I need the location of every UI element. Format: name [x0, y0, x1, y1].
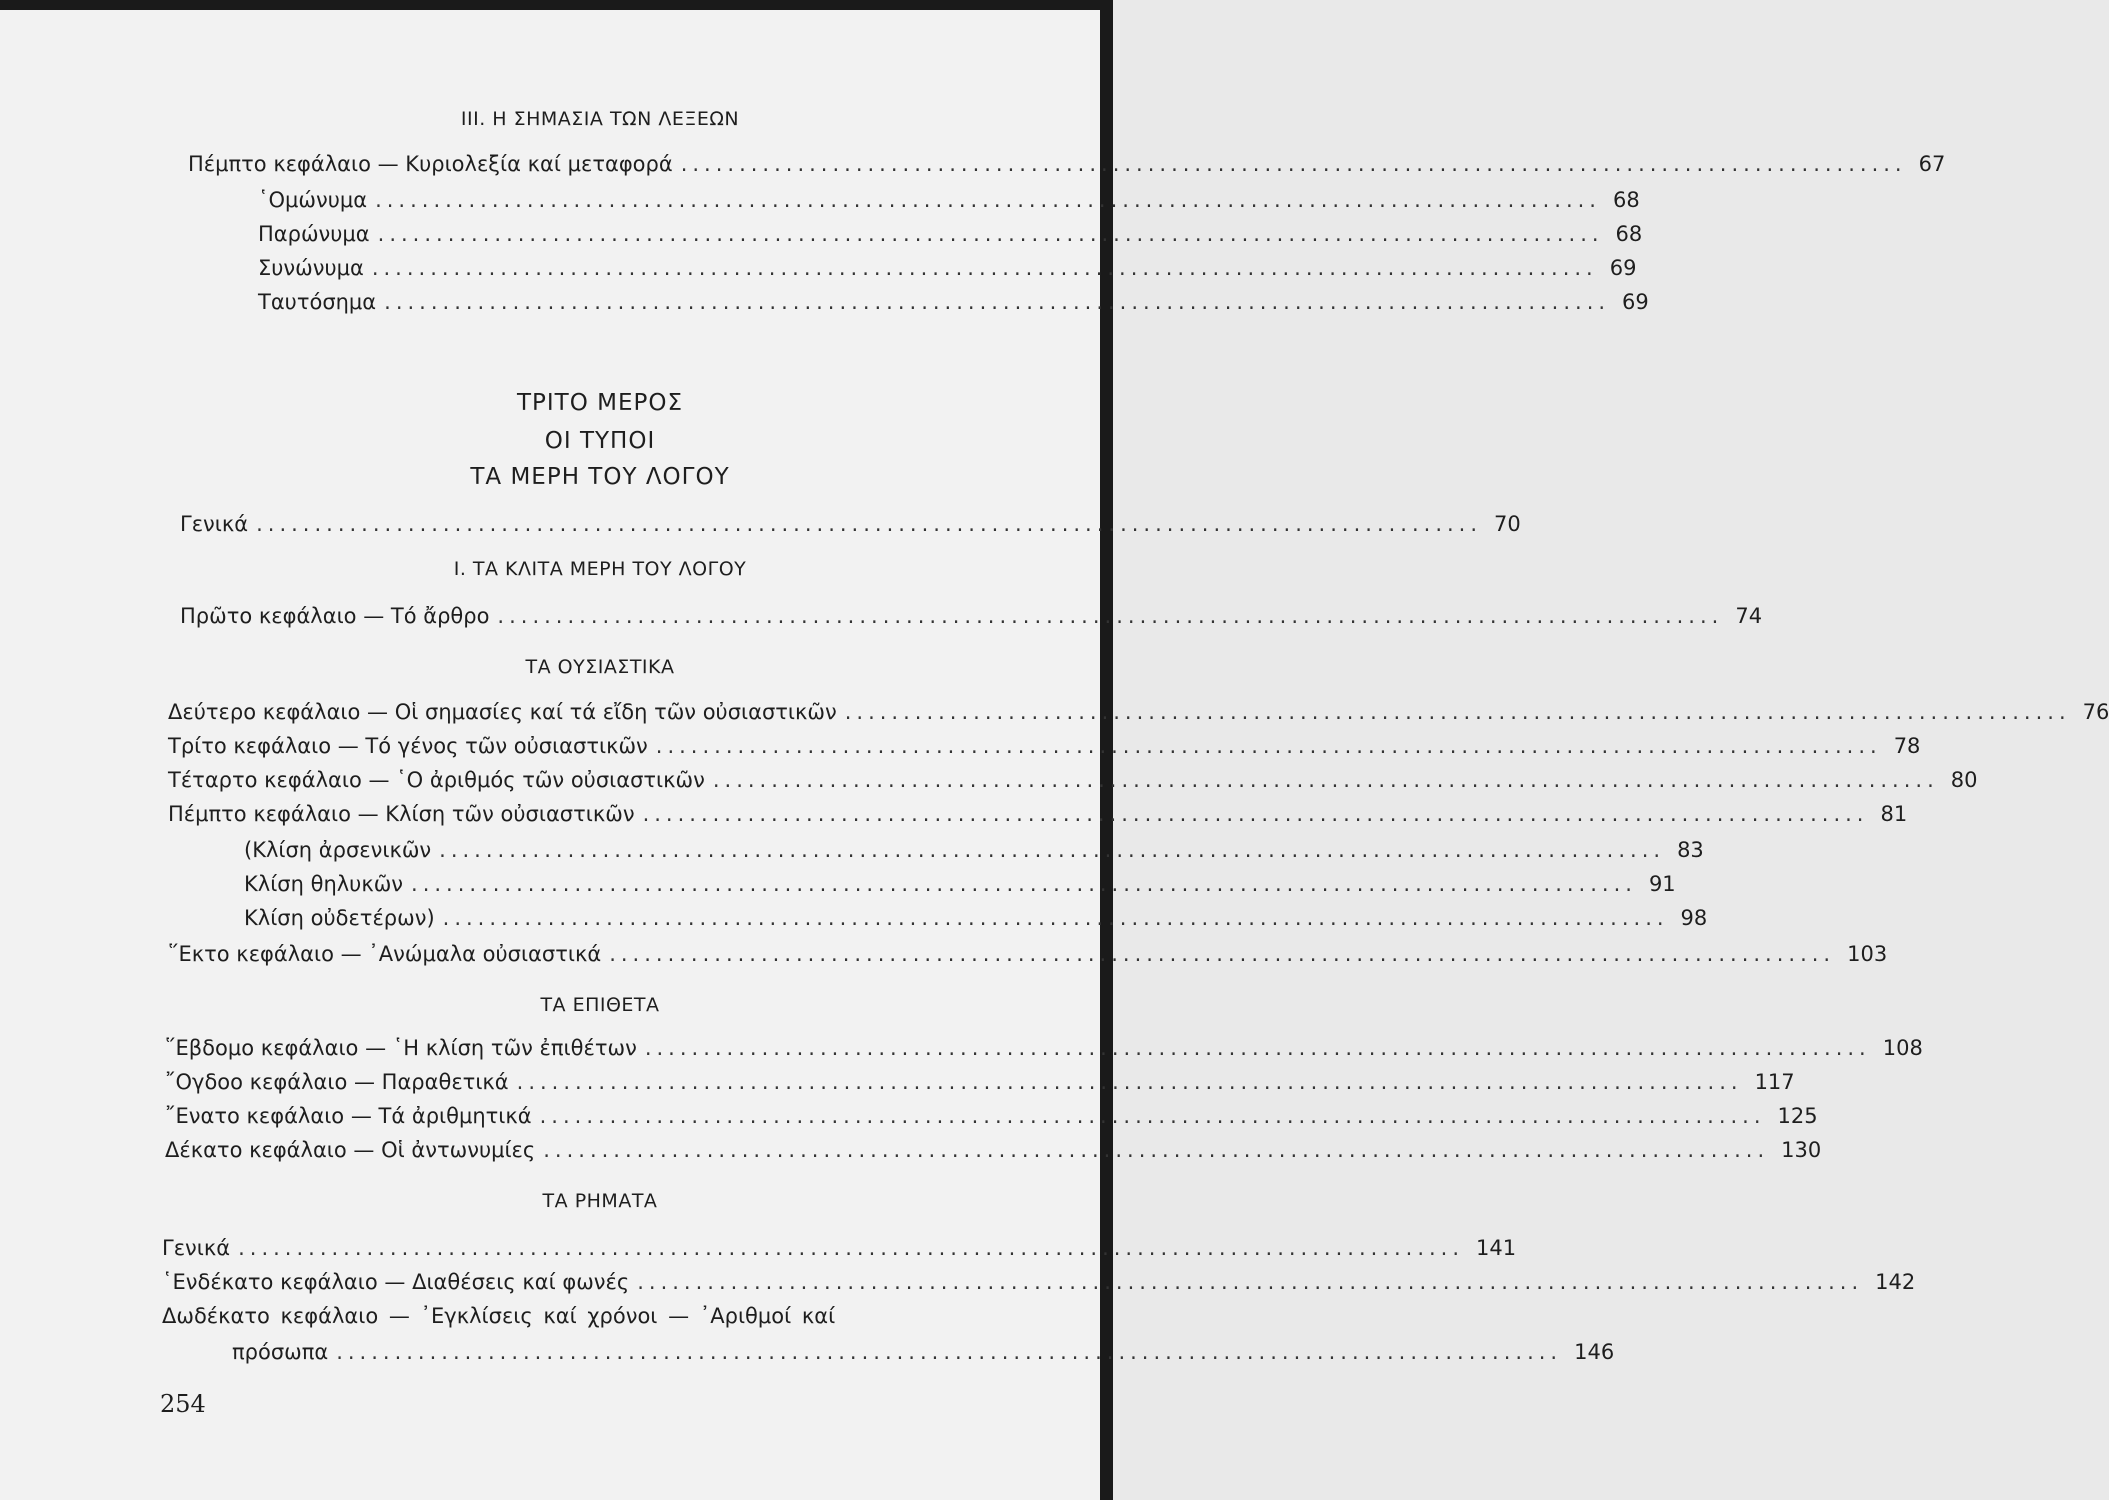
leader-dots: ......................................................................................................... [539, 1104, 1766, 1128]
toc-entry-page: 108 [1882, 1036, 1923, 1060]
toc-entry-label: ῎Ενατο κεφάλαιο — Τά ἀριθμητικά [165, 1104, 532, 1128]
toc-entry-label: Πρῶτο κεφάλαιο — Τό ἄρθρο [180, 604, 490, 628]
leader-dots: ......................................................................................................... [543, 1138, 1770, 1162]
toc-entry[interactable] [188, 152, 1946, 176]
leader-dots: ......................................................................................................... [238, 1236, 1465, 1260]
toc-entry-label[interactable]: Δωδέκατο κεφάλαιο — ᾽Εγκλίσεις καί χρόνοι — ᾽Αριθμοί καί [162, 1304, 836, 1328]
toc-entry-label: ῞Εκτο κεφάλαιο — ᾽Ανώμαλα οὐσιαστικά [168, 942, 602, 966]
part-subtitle: ΤΑ ΜΕΡΗ ΤΟΥ ΛΟΓΟΥ [470, 464, 730, 490]
toc-entry-label: πρόσωπα [232, 1340, 329, 1364]
toc-entry[interactable] [168, 942, 1888, 966]
verbs-heading: ΤΑ ΡΗΜΑΤΑ [542, 1190, 658, 1212]
toc-entry-label: Δεύτερο κεφάλαιο — Οἱ σημασίες καί τά εἴδη τῶν οὐσιαστικῶν [168, 700, 837, 724]
leader-dots: ......................................................................................................... [712, 768, 1939, 792]
toc-entry-page: 125 [1777, 1104, 1818, 1128]
toc-entry-page: 67 [1918, 152, 1946, 176]
leader-dots: ......................................................................................................... [609, 942, 1836, 966]
toc-entry-page: 68 [1612, 188, 1640, 212]
toc-entry-page: 69 [1622, 290, 1649, 314]
toc-entry[interactable] [258, 188, 1640, 212]
toc-entry-page: 81 [1880, 802, 1908, 826]
toc-entry[interactable] [168, 802, 1908, 826]
toc-entry[interactable] [168, 768, 1978, 792]
section-iii-heading: III. Η ΣΗΜΑΣΙΑ ΤΩΝ ΛΕΞΕΩΝ [460, 108, 740, 130]
leader-dots: ......................................................................................................... [655, 734, 1882, 758]
toc-entry-label: Δέκατο κεφάλαιο — Οἱ ἀντωνυμίες [165, 1138, 536, 1162]
section-i-heading: I. ΤΑ ΚΛΙΤΑ ΜΕΡΗ ΤΟΥ ΛΟΓΟΥ [453, 558, 747, 580]
toc-entry-label: ῾Ενδέκατο κεφάλαιο — Διαθέσεις καί φωνές [162, 1270, 630, 1294]
toc-entry-page: 142 [1875, 1270, 1916, 1294]
toc-entry[interactable] [165, 1070, 1795, 1094]
toc-entry-label: Πέμπτο κεφάλαιο — Κλίση τῶν οὐσιαστικῶν [168, 802, 635, 826]
leader-dots: ......................................................................................................... [384, 290, 1611, 314]
toc-entry-page: 146 [1574, 1340, 1615, 1364]
toc-entry[interactable] [244, 872, 1676, 896]
toc-entry-label: Ταυτόσημα [258, 290, 377, 314]
toc-entry[interactable] [165, 1104, 1818, 1128]
leader-dots: ......................................................................................................... [411, 872, 1637, 896]
toc-entry-page: 117 [1754, 1070, 1795, 1094]
leader-dots: ......................................................................................................... [644, 1036, 1871, 1060]
toc-entry-page: 76 [2082, 700, 2109, 724]
toc-entry-label: Κλίση θηλυκῶν [244, 872, 404, 896]
adjectives-heading: ΤΑ ΕΠΙΘΕΤΑ [540, 994, 660, 1016]
leader-dots: ......................................................................................................... [680, 152, 1907, 176]
nouns-heading: ΤΑ ΟΥΣΙΑΣΤΙΚΑ [525, 656, 675, 678]
toc-entry-page: 98 [1680, 906, 1708, 930]
toc-entry[interactable] [168, 700, 2109, 724]
toc-entry-label: Γενικά [162, 1236, 231, 1260]
leader-dots: ......................................................................................................... [371, 256, 1598, 280]
toc-entry[interactable] [244, 838, 1704, 862]
toc-entry[interactable] [162, 1236, 1517, 1260]
leader-dots: ......................................................................................................... [442, 906, 1669, 930]
toc-entry-label: Κλίση οὐδετέρων) [244, 906, 435, 930]
toc-entry[interactable] [162, 1270, 1916, 1294]
toc-entry-label: Συνώνυμα [258, 256, 364, 280]
page-number: 254 [160, 1390, 206, 1418]
toc-entry[interactable] [258, 256, 1637, 280]
toc-entry[interactable] [258, 290, 1649, 314]
toc-entry-page: 69 [1609, 256, 1637, 280]
part-title: ΤΡΙΤΟ ΜΕΡΟΣ [516, 390, 684, 416]
part-subtitle: ΟΙ ΤΥΠΟΙ [544, 428, 656, 454]
toc-entry[interactable] [165, 1138, 1822, 1162]
leader-dots: ......................................................................................................... [844, 700, 2071, 724]
toc-entry-label: Τρίτο κεφάλαιο — Τό γένος τῶν οὐσιαστικῶν [168, 734, 648, 758]
toc-entry-page: 68 [1615, 222, 1643, 246]
toc-entry-label: ῾Ομώνυμα [258, 188, 368, 212]
toc-entry-label: Τέταρτο κεφάλαιο — ῾Ο ἀριθμός τῶν οὐσιαστικῶν [168, 768, 705, 792]
leader-dots: ......................................................................................................... [497, 604, 1724, 628]
toc-entry-page: 80 [1950, 768, 1978, 792]
toc-entry[interactable] [244, 906, 1708, 930]
leader-dots: ......................................................................................................... [637, 1270, 1864, 1294]
toc-entry-page: 83 [1677, 838, 1704, 862]
leader-dots: ......................................................................................................... [375, 188, 1601, 212]
toc-entry[interactable] [232, 1340, 1615, 1364]
toc-entry-label: Πέμπτο κεφάλαιο — Κυριολεξία καί μεταφορά [188, 152, 673, 176]
leader-dots: ......................................................................................................... [256, 512, 1483, 536]
leader-dots: ......................................................................................................... [377, 222, 1604, 246]
toc-entry-label: Γενικά [180, 512, 249, 536]
toc-entry-page: 103 [1847, 942, 1888, 966]
toc-entry-page: 91 [1648, 872, 1676, 896]
scan-top-border [0, 0, 1113, 10]
toc-entry-page: 74 [1735, 604, 1763, 628]
toc-entry-page: 78 [1893, 734, 1921, 758]
toc-entry[interactable] [168, 734, 1921, 758]
leader-dots: ......................................................................................................... [336, 1340, 1563, 1364]
toc-entry-label: ῎Ογδοο κεφάλαιο — Παραθετικά [165, 1070, 509, 1094]
toc-entry[interactable] [180, 512, 1521, 536]
toc-entry-page: 141 [1476, 1236, 1517, 1260]
leader-dots: ......................................................................................................... [516, 1070, 1743, 1094]
toc-entry[interactable] [180, 604, 1763, 628]
toc-entry-page: 130 [1781, 1138, 1822, 1162]
toc-entry-label: ῞Εβδομο κεφάλαιο — ῾Η κλίση τῶν ἐπιθέτων [165, 1036, 637, 1060]
leader-dots: ......................................................................................................... [642, 802, 1869, 826]
toc-entry-label: Παρώνυμα [258, 222, 370, 246]
toc-entry[interactable] [258, 222, 1643, 246]
leader-dots: ......................................................................................................... [439, 838, 1666, 862]
toc-entry-label: (Κλίση ἀρσενικῶν [244, 838, 432, 862]
toc-entry-page: 70 [1494, 512, 1521, 536]
toc-entry[interactable] [165, 1036, 1923, 1060]
